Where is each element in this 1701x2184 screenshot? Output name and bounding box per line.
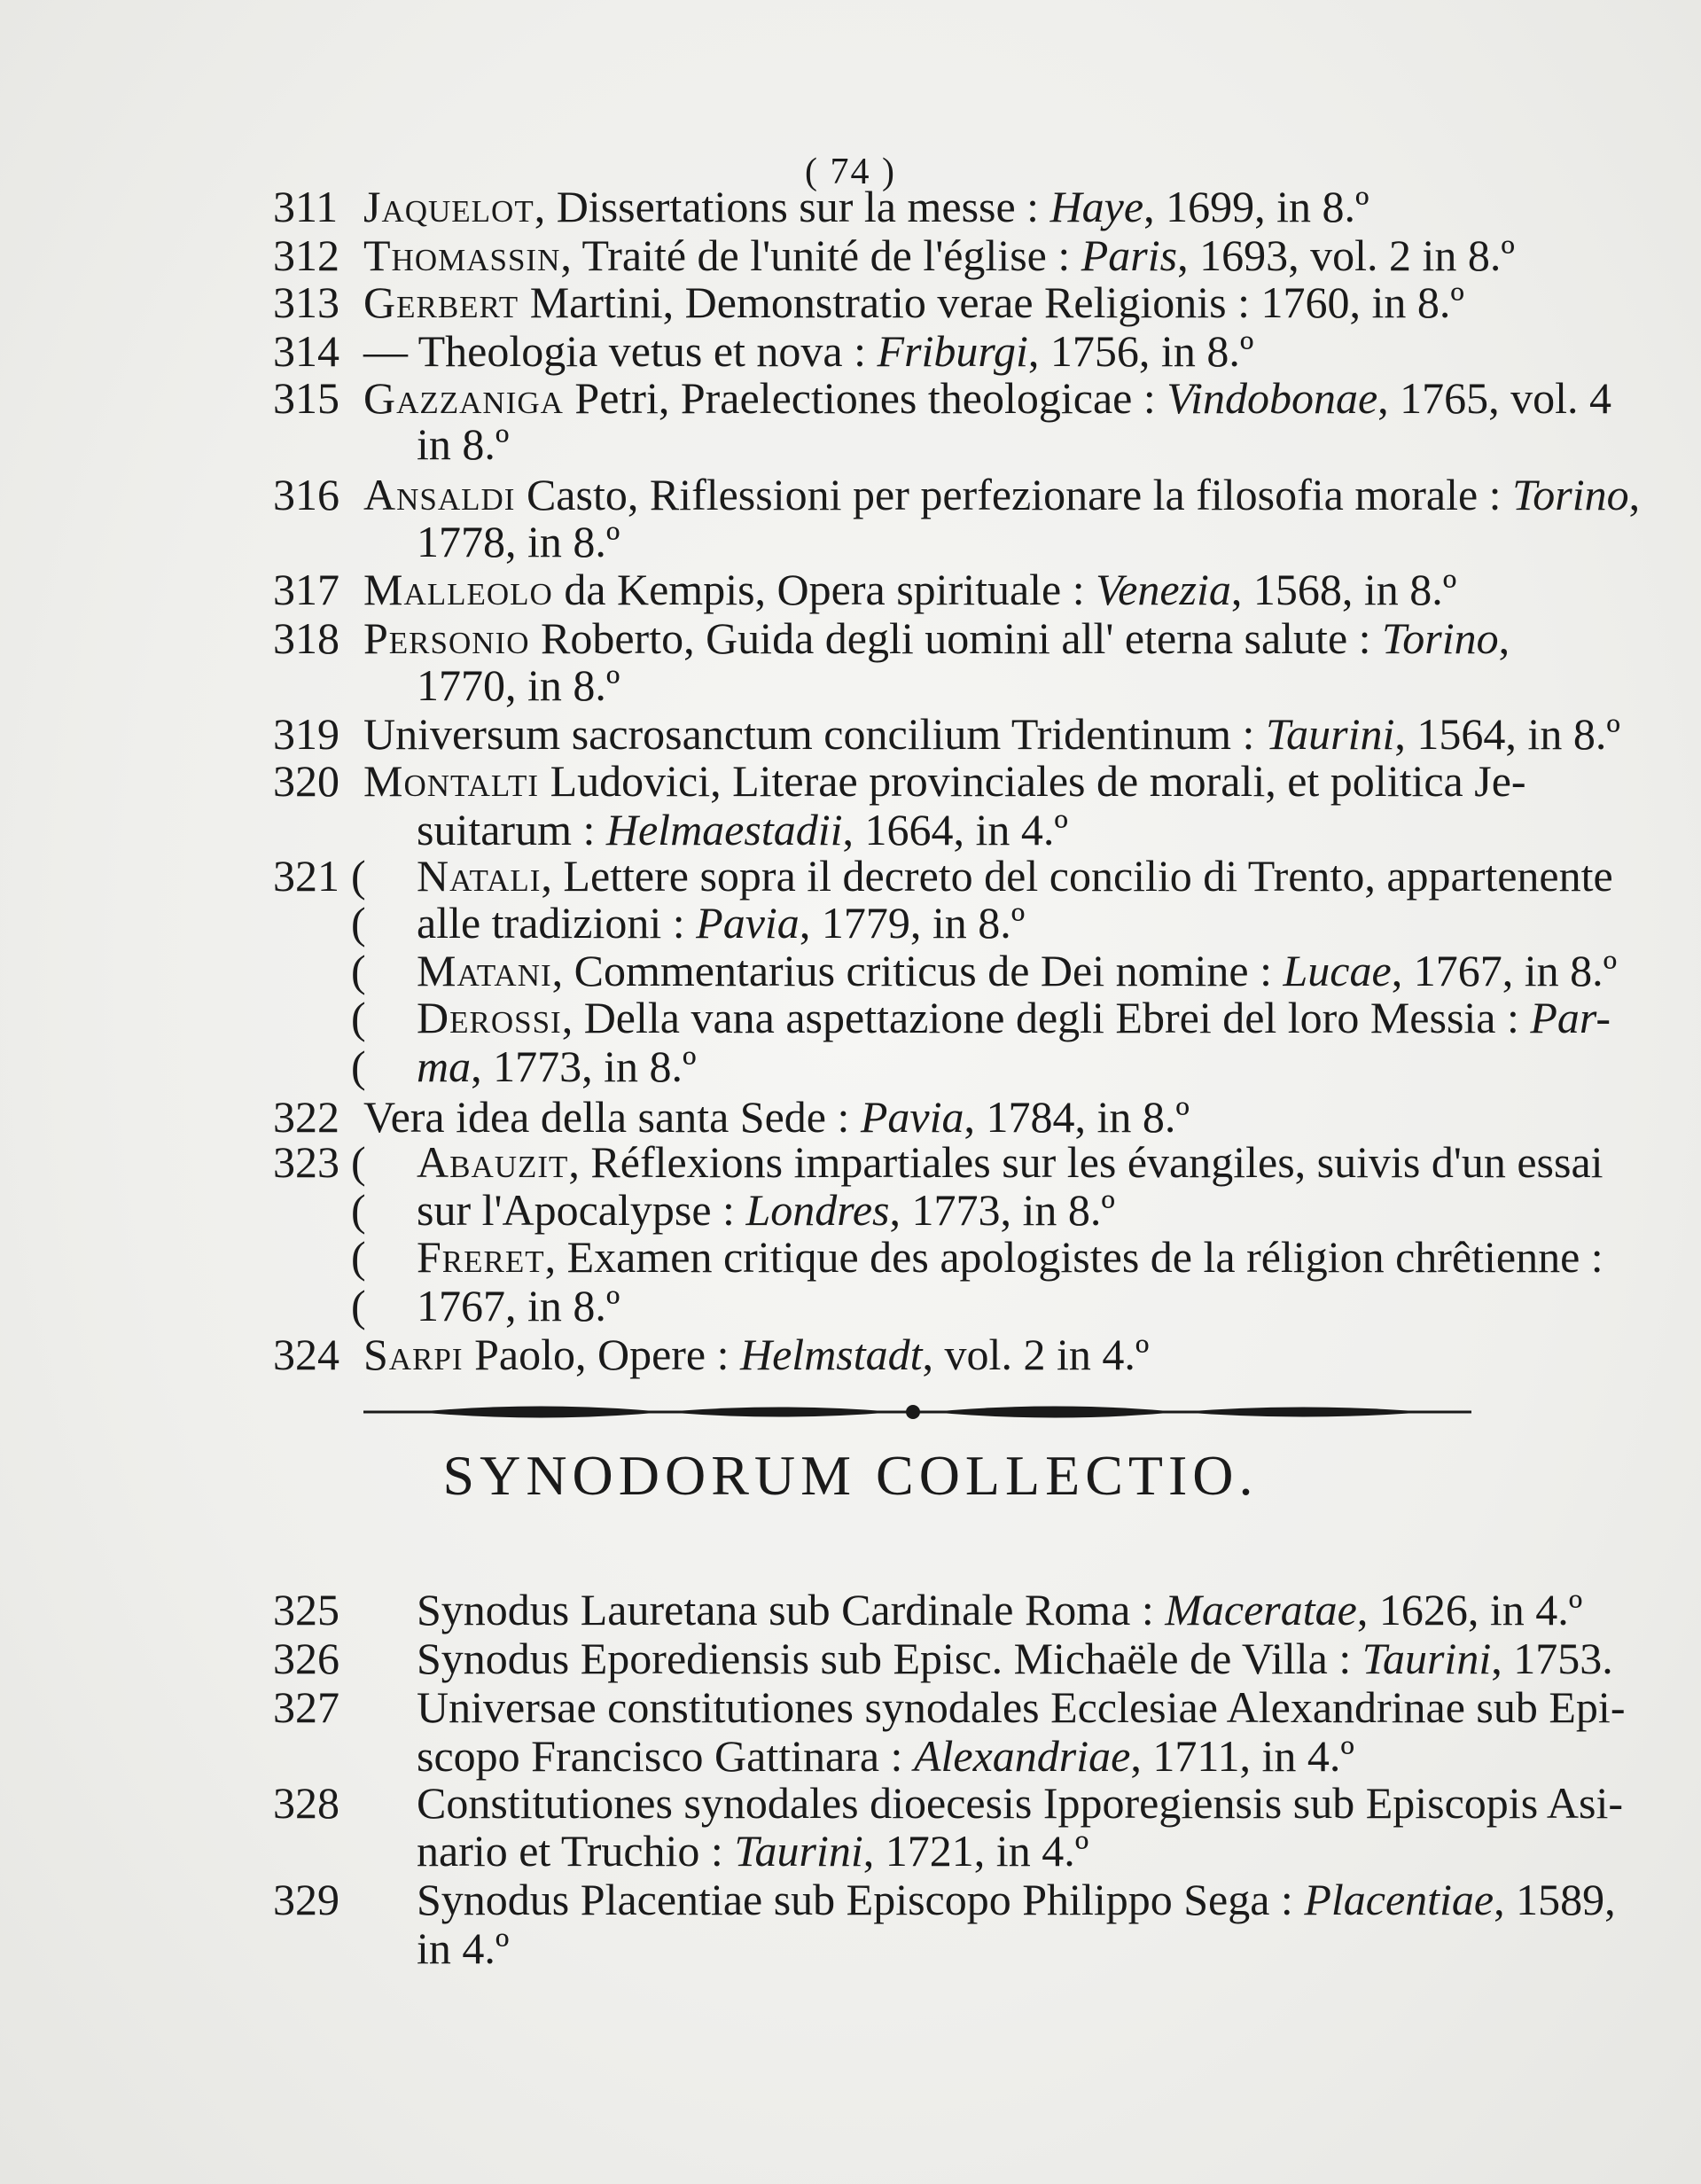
title-text: , Della vana aspettazione degli Ebrei del loro Messia : — [561, 993, 1531, 1042]
entry-text — [417, 1232, 1603, 1282]
publication-details: , 1784, in 8.º — [964, 1092, 1190, 1142]
author-name: Malleolo — [363, 565, 553, 614]
author-name: Natali — [417, 851, 542, 901]
place-of-publication: Maceratae — [1165, 1585, 1357, 1634]
grouping-brace: ( — [351, 1232, 366, 1282]
title-text: , Examen critique des apologistes de la réligion chrêtienne : — [544, 1232, 1603, 1282]
publication-details: , — [1498, 613, 1510, 663]
entry-text — [417, 660, 620, 710]
place-of-publication: Lucae — [1283, 946, 1392, 995]
title-text: 1770, in 8.º — [417, 660, 620, 710]
entry-text — [417, 946, 1617, 995]
entry-number: 318 — [273, 613, 339, 663]
place-of-publication: Torino — [1512, 470, 1629, 519]
grouping-brace: ( — [351, 1281, 366, 1330]
entry-text — [417, 805, 1068, 854]
title-text: Vera idea della santa Sede : — [363, 1092, 861, 1142]
title-text: suitarum : — [417, 805, 606, 854]
section-title: SYNODORUM COLLECTIO. — [442, 1444, 1259, 1507]
entry-number: 328 — [273, 1778, 339, 1828]
title-text: Petri, Praelectiones theologicae : — [563, 373, 1167, 423]
title-text: Constitutiones synodales dioecesis Ipporegiensis sub Episcopis Asi- — [417, 1778, 1624, 1828]
publication-details: , vol. 2 in 4.º — [922, 1330, 1150, 1379]
grouping-brace: ( — [351, 1041, 366, 1091]
title-text: in 8.º — [417, 419, 510, 469]
title-text: , Dissertations sur la messe : — [534, 182, 1050, 231]
place-of-publication: Helmstadt — [740, 1330, 923, 1379]
place-of-publication: Alexandriae — [913, 1731, 1131, 1781]
place-of-publication: Haye — [1049, 182, 1144, 231]
publication-details: , 1721, in 4.º — [862, 1826, 1089, 1876]
entry-text — [417, 1585, 1582, 1634]
place-of-publication: Londres — [745, 1185, 890, 1235]
publication-details: , 1753. — [1491, 1634, 1613, 1683]
publication-details: , 1589, — [1494, 1875, 1616, 1924]
entry-number: 321 — [273, 851, 339, 901]
place-of-publication: Helmaestadii — [605, 805, 843, 854]
entry-text — [417, 1731, 1354, 1781]
entry-text — [363, 613, 1510, 663]
author-name: Gerbert — [363, 277, 519, 327]
publication-details: , 1773, in 8.º — [889, 1185, 1115, 1235]
publication-details: , 1767, in 8.º — [1391, 946, 1618, 995]
author-name: Jaquelot — [363, 182, 534, 231]
grouping-brace: ( — [351, 851, 366, 901]
entry-number: 312 — [273, 230, 339, 280]
author-name: Gazzaniga — [363, 373, 564, 423]
grouping-brace: ( — [351, 1185, 366, 1235]
entry-text — [363, 277, 1464, 327]
publication-details: , 1664, in 4.º — [842, 805, 1068, 854]
entry-text — [417, 1682, 1625, 1732]
place-of-publication: Taurini — [734, 1826, 863, 1876]
entry-text — [417, 1041, 697, 1091]
publication-details: , 1693, vol. 2 in 8.º — [1177, 230, 1515, 280]
entry-text — [417, 1778, 1623, 1828]
title-text: Synodus Eporediensis sub Episc. Michaële de Villa : — [417, 1634, 1362, 1683]
title-text: , Réflexions impartiales sur les évangiles, suivis d'un essai — [568, 1137, 1603, 1187]
place-of-publication: Taurini — [1362, 1634, 1492, 1683]
entry-number: 326 — [273, 1634, 339, 1683]
place-of-publication: Taurini — [1265, 709, 1395, 759]
entry-text — [417, 851, 1613, 901]
title-text: Martini, Demonstratio verae Religionis : 1760, in 8.º — [519, 277, 1464, 327]
title-text: Universum sacrosanctum concilium Tridentinum : — [363, 709, 1266, 759]
title-text: 1778, in 8.º — [417, 517, 620, 566]
place-of-publication: Pavia — [860, 1092, 964, 1142]
title-text: in 4.º — [417, 1923, 510, 1973]
publication-details: , 1626, in 4.º — [1356, 1585, 1583, 1634]
place-of-publication: Paris — [1081, 230, 1178, 280]
entry-text — [363, 470, 1640, 519]
place-of-publication: Pavia — [696, 898, 800, 948]
publication-details: , 1699, in 8.º — [1143, 182, 1369, 231]
entry-text — [417, 1826, 1088, 1876]
author-name: Derossi — [417, 993, 562, 1042]
grouping-brace: ( — [351, 1137, 366, 1187]
entry-text — [363, 373, 1611, 423]
place-of-publication: Friburgi — [877, 326, 1028, 376]
author-name: Personio — [363, 613, 530, 663]
title-text: Universae constitutiones synodales Ecclesiae Alexandrinae sub Epi- — [417, 1682, 1626, 1732]
entry-text — [417, 1185, 1115, 1235]
entry-text — [363, 756, 1526, 806]
author-name: Ansaldi — [363, 470, 516, 519]
entry-text — [363, 230, 1515, 280]
title-text: Casto, Riflessioni per perfezionare la filosofia morale : — [515, 470, 1513, 519]
publication-details: , 1756, in 8.º — [1027, 326, 1254, 376]
entry-text — [363, 1092, 1190, 1142]
title-text: alle tradizioni : — [417, 898, 697, 948]
grouping-brace: ( — [351, 946, 366, 995]
title-text: — Theologia vetus et nova : — [363, 326, 878, 376]
publication-details: , — [1628, 470, 1641, 519]
title-text: nario et Truchio : — [417, 1826, 735, 1876]
entry-text — [417, 1281, 620, 1330]
place-of-publication: Par- — [1530, 993, 1611, 1042]
entry-text — [363, 326, 1253, 376]
entry-text — [417, 1875, 1616, 1924]
entry-number: 324 — [273, 1330, 339, 1379]
author-name: Thomassin — [363, 230, 561, 280]
entry-text — [417, 419, 509, 469]
title-text: Roberto, Guida degli uomini all' eterna salute : — [529, 613, 1383, 663]
place-of-publication: Vindobonae — [1167, 373, 1378, 423]
author-name: Sarpi — [363, 1330, 464, 1379]
title-text: Ludovici, Literae provinciales de morali, et politica Je- — [539, 756, 1526, 806]
entry-text — [417, 1923, 509, 1973]
place-of-publication: Torino — [1382, 613, 1499, 663]
title-text: Paolo, Opere : — [463, 1330, 740, 1379]
author-name: Montalti — [363, 756, 540, 806]
entry-number: 313 — [273, 277, 339, 327]
title-text: scopo Francisco Gattinara : — [417, 1731, 914, 1781]
entry-number: 314 — [273, 326, 339, 376]
entry-number: 311 — [273, 182, 339, 231]
entry-number: 317 — [273, 565, 339, 614]
title-text: , Lettere sopra il decreto del concilio di Trento, appartenente — [541, 851, 1613, 901]
entry-number: 315 — [273, 373, 339, 423]
entry-number: 316 — [273, 470, 339, 519]
entry-number: 323 — [273, 1137, 339, 1187]
entry-number: 329 — [273, 1875, 339, 1924]
title-text: 1767, in 8.º — [417, 1281, 620, 1330]
publication-details: , 1765, vol. 4 — [1377, 373, 1612, 423]
title-text: , Traité de l'unité de l'église : — [560, 230, 1081, 280]
entry-number: 319 — [273, 709, 339, 759]
entry-text — [363, 182, 1369, 231]
title-text: , Commentarius criticus de Dei nomine : — [551, 946, 1284, 995]
publication-details: , 1568, in 8.º — [1230, 565, 1457, 614]
author-name: Abauzit — [417, 1137, 569, 1187]
title-text: sur l'Apocalypse : — [417, 1185, 746, 1235]
place-of-publication: ma — [417, 1041, 472, 1091]
publication-details: , 1779, in 8.º — [799, 898, 1026, 948]
entry-text — [417, 1137, 1603, 1187]
entry-text — [417, 517, 620, 566]
entry-text — [363, 1330, 1149, 1379]
publication-details: , 1711, in 4.º — [1130, 1731, 1354, 1781]
author-name: Freret — [417, 1232, 545, 1282]
entry-text — [363, 565, 1456, 614]
title-text: Synodus Lauretana sub Cardinale Roma : — [417, 1585, 1166, 1634]
entry-number: 327 — [273, 1682, 339, 1732]
entry-text — [363, 709, 1620, 759]
place-of-publication: Placentiae — [1304, 1875, 1494, 1924]
place-of-publication: Venezia — [1096, 565, 1231, 614]
grouping-brace: ( — [351, 993, 366, 1042]
entry-number: 325 — [273, 1585, 339, 1634]
title-text: Synodus Placentiae sub Episcopo Philippo Sega : — [417, 1875, 1305, 1924]
author-name: Matani — [417, 946, 552, 995]
publication-details: , 1773, in 8.º — [471, 1041, 697, 1091]
entry-number: 320 — [273, 756, 339, 806]
decorative-rule — [363, 1399, 1471, 1425]
publication-details: , 1564, in 8.º — [1394, 709, 1620, 759]
entry-text — [417, 898, 1025, 948]
title-text: da Kempis, Opera spirituale : — [552, 565, 1096, 614]
entry-number: 322 — [273, 1092, 339, 1142]
entry-text — [417, 993, 1611, 1042]
page-number: ( 74 ) — [805, 152, 896, 192]
entry-text — [417, 1634, 1613, 1683]
grouping-brace: ( — [351, 898, 366, 948]
